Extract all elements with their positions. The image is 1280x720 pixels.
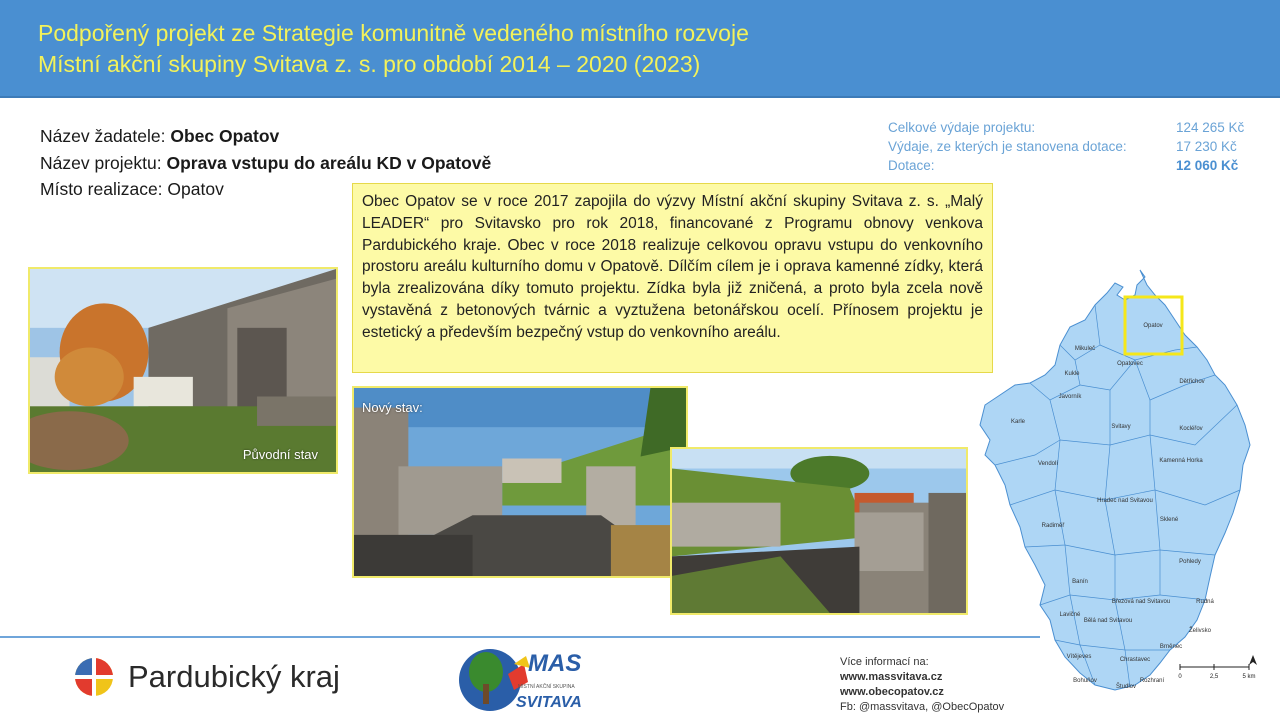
map-label: Kamenná Horka xyxy=(1159,458,1203,464)
north-arrow-icon xyxy=(1249,655,1257,665)
scale-label: 5 km xyxy=(1242,674,1256,680)
eligible-label: Výdaje, ze kterých je stanovena dotace: xyxy=(888,139,1127,154)
grant-label: Dotace: xyxy=(888,158,935,173)
title-banner xyxy=(0,0,1280,98)
project-name-row xyxy=(40,153,491,174)
finance-row-grant xyxy=(888,158,1248,177)
mas-logo-bottom-text: SVITAVA xyxy=(516,694,582,711)
map-label: Rudná xyxy=(1196,599,1214,605)
mas-logo-top-text: MAS xyxy=(528,650,582,677)
region-map xyxy=(975,265,1265,697)
finance-table xyxy=(888,120,1248,177)
pardubicky-kraj-logo xyxy=(74,655,340,699)
pardubicky-kraj-name: Pardubický kraj xyxy=(128,659,340,694)
map-label: Lavičné xyxy=(1059,612,1081,618)
map-label: Svitavy xyxy=(1111,424,1131,430)
map-label: Kocléřov xyxy=(1179,426,1203,432)
map-label: Kukle xyxy=(1064,371,1080,377)
finance-row-eligible xyxy=(888,139,1248,158)
map-label: Mikuleč xyxy=(1074,346,1096,352)
map-label: Brněnec xyxy=(1159,644,1183,650)
photo-new-state xyxy=(352,386,688,578)
scale-label: 0 xyxy=(1178,674,1182,680)
scale-label: 2,5 xyxy=(1209,674,1219,680)
website-link-mas[interactable]: www.massvitava.cz xyxy=(840,671,943,683)
photo-new-state-2 xyxy=(670,447,968,615)
map-label: Opatov xyxy=(1143,323,1163,329)
project-name-value: Oprava vstupu do areálu KD v Opatově xyxy=(166,153,492,173)
more-info-label: Více informací na: xyxy=(840,656,929,668)
website-link-opatov[interactable]: www.obecopatov.cz xyxy=(840,686,944,698)
place-label: Místo realizace: xyxy=(40,179,168,199)
total-label: Celkové výdaje projektu: xyxy=(888,120,1036,135)
map-label: Želivsko xyxy=(1188,628,1212,634)
map-label: Vítějeves xyxy=(1066,654,1092,660)
pardubicky-kraj-emblem-icon xyxy=(74,657,114,697)
photo-new-caption: Nový stav: xyxy=(362,400,423,415)
mas-svitava-logo-image xyxy=(456,644,601,712)
map-label: Karle xyxy=(1010,419,1026,425)
map-label: Sklené xyxy=(1159,517,1179,523)
photo-original-image xyxy=(30,269,336,472)
map-label: Březová nad Svitavou xyxy=(1111,599,1171,605)
map-label: Dětřichov xyxy=(1179,379,1205,385)
facebook-info: Fb: @massvitava, @ObecOpatov xyxy=(840,701,1005,713)
place-value: Opatov xyxy=(167,179,224,199)
applicant-value: Obec Opatov xyxy=(170,126,280,146)
title-line-1: Podpořený projekt ze Strategie komunitně vedeného místního rozvoje xyxy=(38,20,749,46)
map-label: Opatovec xyxy=(1117,361,1143,367)
map-label: Študlov xyxy=(1115,684,1137,690)
title-line-2: Místní akční skupiny Svitava z. s. pro období 2014 – 2020 (2023) xyxy=(38,51,701,77)
map-label: Hradec nad Svitavou xyxy=(1097,498,1153,504)
photo-original-caption: Původní stav xyxy=(242,447,318,462)
map-label: Pohledy xyxy=(1179,559,1201,565)
grant-value: 12 060 Kč xyxy=(1176,158,1239,173)
map-label: Banín xyxy=(1072,579,1088,585)
mas-logo-small-text: MÍSTNÍ AKČNÍ SKUPINA xyxy=(518,684,575,690)
map-label: Bělá nad Svitavou xyxy=(1083,618,1133,624)
map-label: Radiměř xyxy=(1041,523,1065,529)
region-map-image xyxy=(975,265,1265,697)
map-label: Chrastavec xyxy=(1119,657,1151,663)
contact-info xyxy=(840,655,1004,715)
project-description: Obec Opatov se v roce 2017 zapojila do výzvy Místní akční skupiny Svitava z. s. „Malý LEADER“ pro Svitavsko pro rok 2018, financované z Programu obnovy venkova Pardubického kraje. Obec v roce 2018 realizuje celkovou opravu vstupu do venkovního prostoru areálu kulturního domu v Opatově. Dílčím cílem je i oprava kamenné zídky, která byla zrealizována díky tomuto projektu. Zídka byla již zničená, a proto byla zcela nově vystavěná z betonových tvárnic a vyztužena betonářskou ocelí. Přínosem projektu je estetický a především bezpečný vstup do venkovního areálu. xyxy=(352,183,993,373)
applicant-label: Název žadatele: xyxy=(40,126,171,146)
photo-new-image-2 xyxy=(672,449,966,613)
map-label: Rozhraní xyxy=(1139,678,1165,684)
map-label: Bohuňov xyxy=(1073,678,1097,684)
project-name-label: Název projektu: xyxy=(40,153,167,173)
map-scale-bar xyxy=(1178,664,1255,680)
map-label: Javorník xyxy=(1058,394,1082,400)
eligible-value: 17 230 Kč xyxy=(1176,139,1237,154)
photo-original-state xyxy=(28,267,338,474)
map-label: Vendolí xyxy=(1037,461,1059,467)
photo-new-image-1 xyxy=(354,388,686,576)
footer-divider xyxy=(0,636,1040,638)
place-row xyxy=(40,179,224,200)
applicant-row xyxy=(40,126,279,147)
finance-row-total xyxy=(888,120,1248,139)
total-value: 124 265 Kč xyxy=(1176,120,1245,135)
mas-svitava-logo xyxy=(456,644,601,712)
